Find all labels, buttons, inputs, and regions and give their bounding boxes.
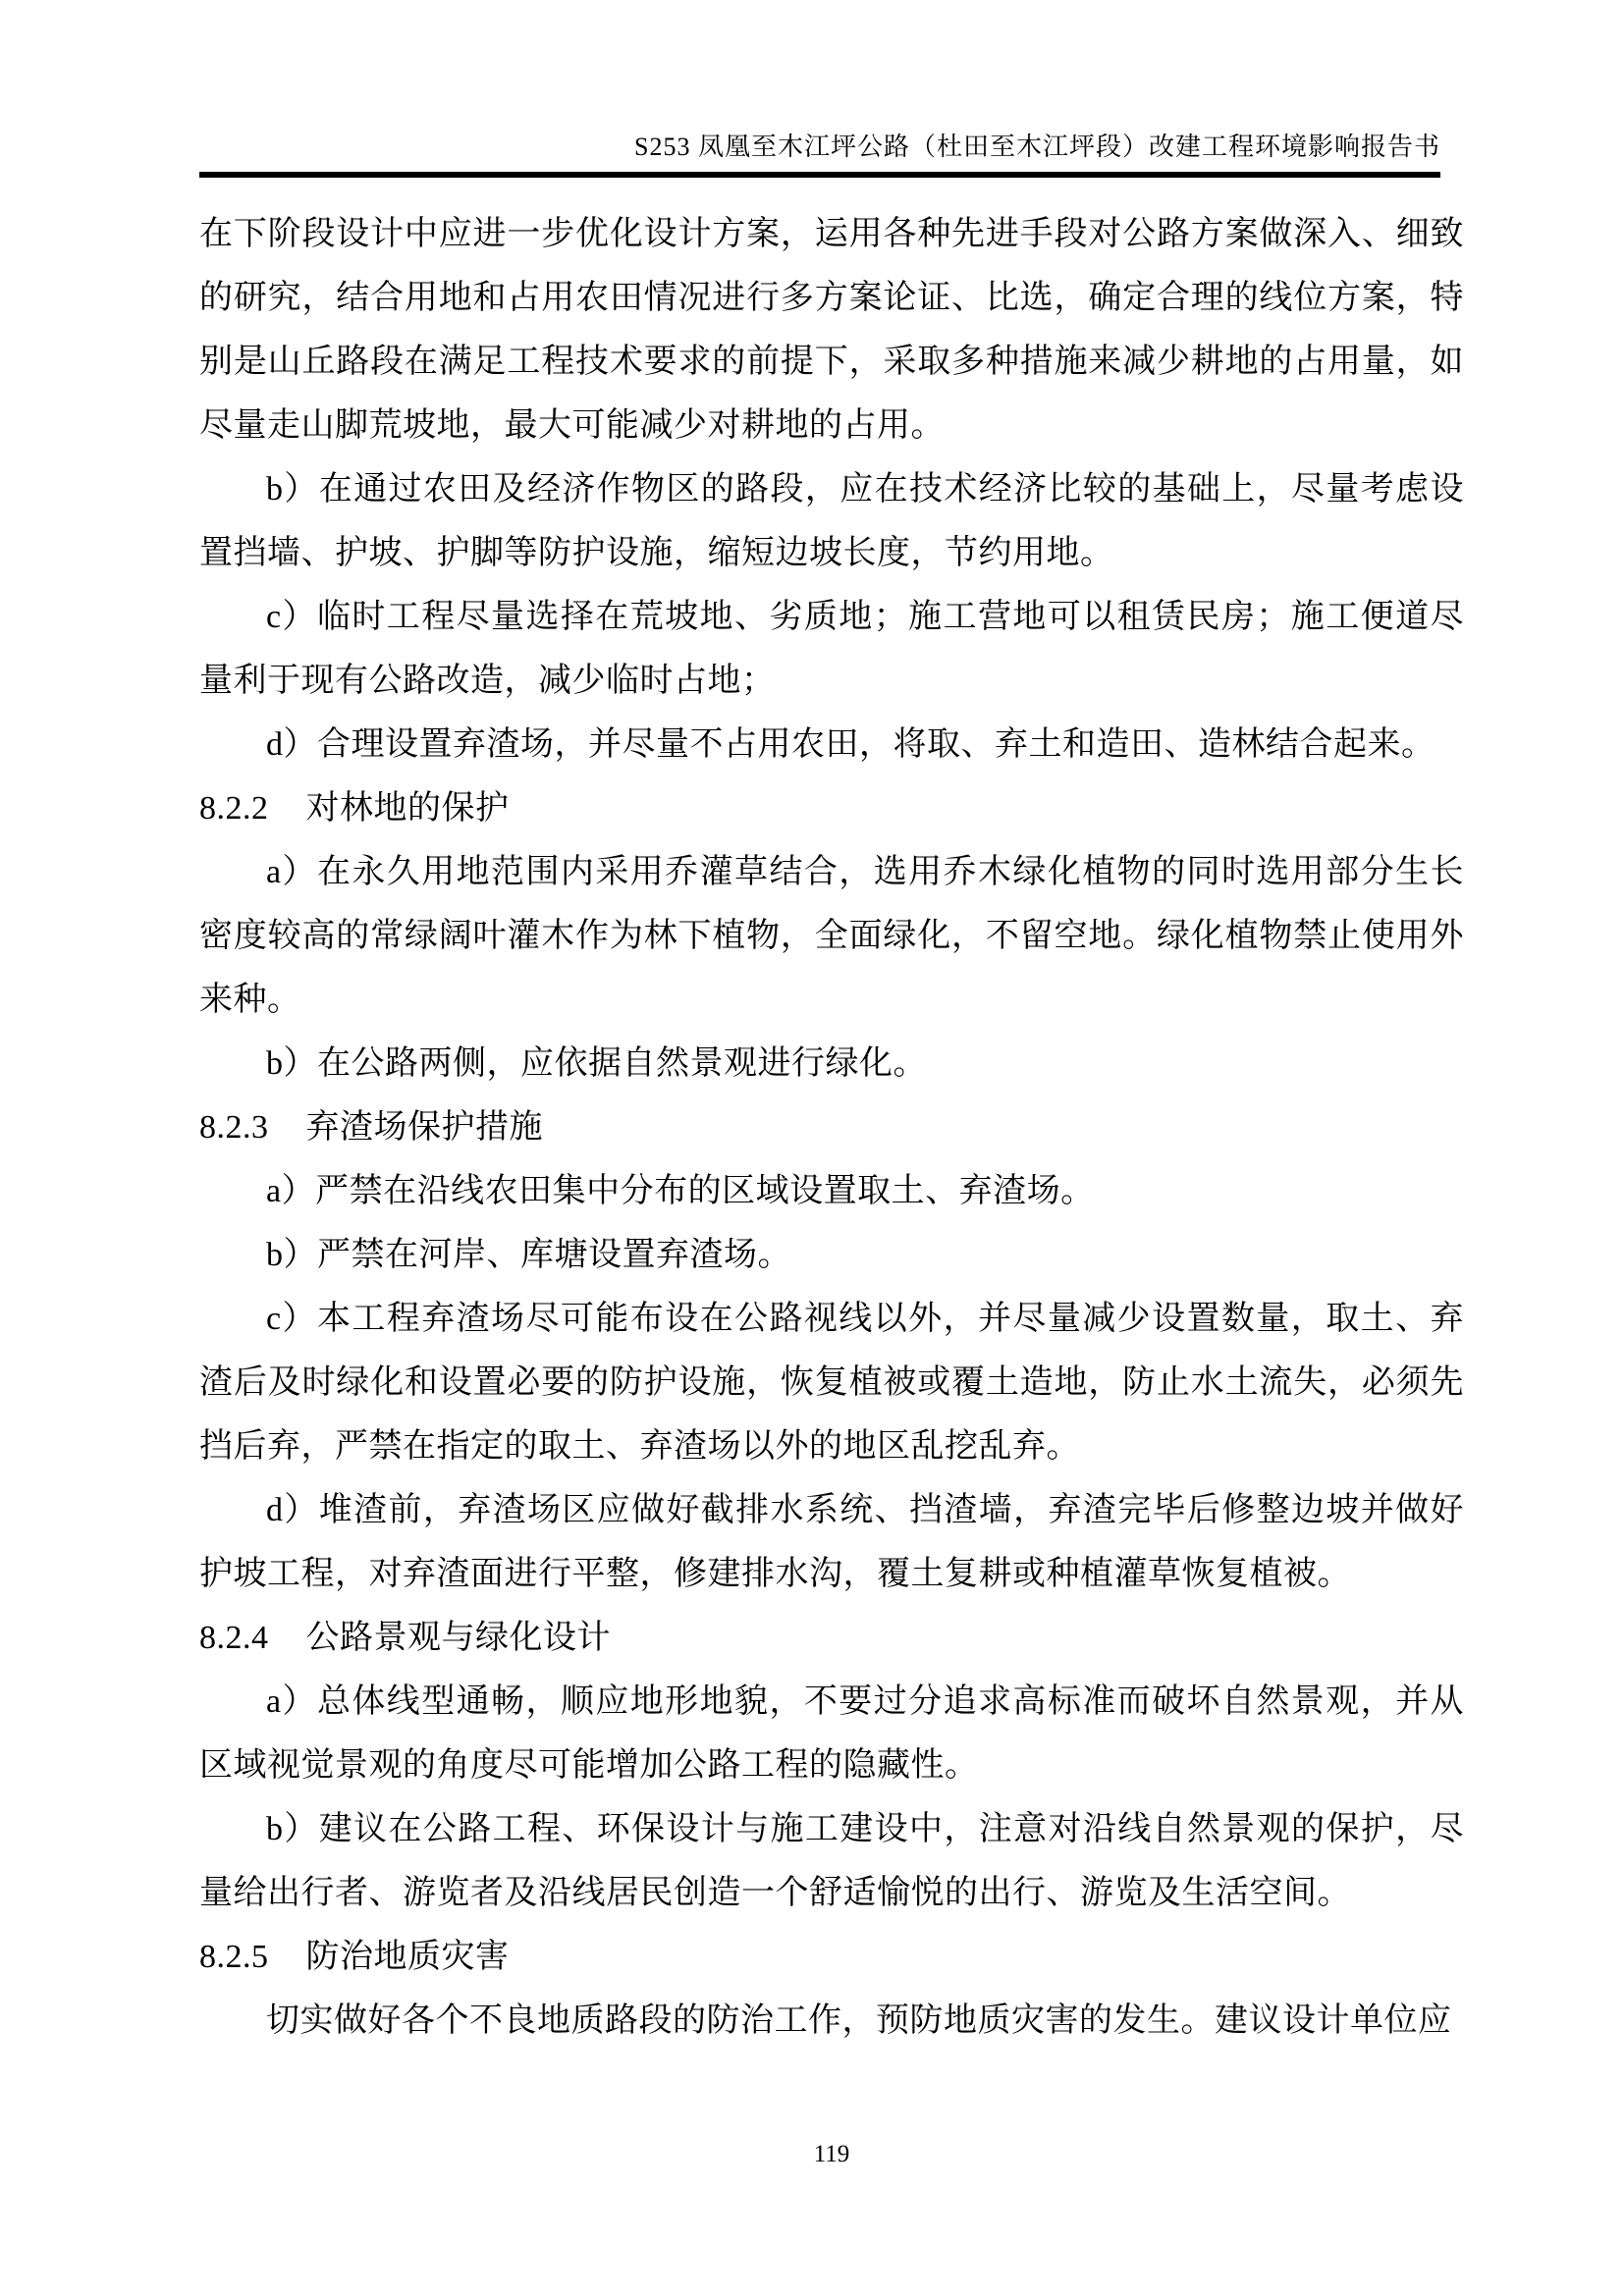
header-rule [199,172,1440,178]
paragraph: 在下阶段设计中应进一步优化设计方案，运用各种先进手段对公路方案做深入、细致的研究，结合用地和占用农田情况进行多方案论证、比选，确定合理的线位方案，特别是山丘路段在满足工程技术要求的前提下，采取多种措施来减少耕地的占用量，如尽量走山脚荒坡地，最大可能减少对耕地的占用。 [199,216,1464,444]
paragraph: d）合理设置弃渣场，并尽量不占用农田，将取、弃土和造田、造林结合起来。 [266,726,1435,763]
section-title: 对林地的保护 [305,790,510,827]
section-heading [199,1606,1464,1670]
section-number: 8.2.2 [199,790,269,827]
paragraph: c）临时工程尽量选择在荒坡地、劣质地；施工营地可以租赁民房；施工便道尽量利于现有公路改造，减少临时占地； [199,599,1464,699]
section-number: 8.2.4 [199,1620,269,1656]
section-title: 弃渣场保护措施 [305,1109,543,1146]
paragraph: c）本工程弃渣场尽可能布设在公路视线以外，并尽量减少设置数量，取土、弃渣后及时绿化和设置必要的防护设施，恢复植被或覆土造地，防止水土流失，必须先挡后弃，严禁在指定的取土、弃渣场以外的地区乱挖乱弃。 [199,1301,1464,1465]
paragraph: b）在公路两侧，应依据自然景观进行绿化。 [266,1045,927,1082]
section-number: 8.2.5 [199,1939,269,1975]
section-number: 8.2.3 [199,1109,269,1146]
paragraph: b）严禁在河岸、库塘设置弃渣场。 [266,1237,791,1273]
document-body [199,202,1464,2053]
paragraph: b）在通过农田及经济作物区的路段，应在技术经济比较的基础上，尽量考虑设置挡墙、护坡、护脚等防护设施，缩短边坡长度，节约用地。 [199,471,1464,571]
paragraph: 切实做好各个不良地质路段的防治工作，预防地质灾害的发生。建议设计单位应 [266,2002,1452,2039]
section-heading [199,776,1464,840]
paragraph: a）严禁在沿线农田集中分布的区域设置取土、弃渣场。 [266,1173,1095,1209]
section-title: 公路景观与绿化设计 [305,1620,611,1656]
section-title: 防治地质灾害 [305,1939,510,1975]
section-heading [199,1925,1464,1989]
section-heading [199,1095,1464,1159]
paragraph: d）堆渣前，弃渣场区应做好截排水系统、挡渣墙，弃渣完毕后修整边坡并做好护坡工程，对弃渣面进行平整，修建排水沟，覆土复耕或种植灌草恢复植被。 [199,1492,1464,1592]
paragraph: b）建议在公路工程、环保设计与施工建设中，注意对沿线自然景观的保护，尽量给出行者、游览者及沿线居民创造一个舒适愉悦的出行、游览及生活空间。 [199,1811,1464,1911]
paragraph: a）总体线型通畅，顺应地形地貌，不要过分追求高标准而破坏自然景观，并从区域视觉景观的角度尽可能增加公路工程的隐藏性。 [199,1683,1464,1784]
page-number: 119 [813,2141,850,2167]
running-header-title: S253 凤凰至木江坪公路（杜田至木江坪段）改建工程环境影响报告书 [634,133,1440,161]
paragraph: a）在永久用地范围内采用乔灌草结合，选用乔木绿化植物的同时选用部分生长密度较高的常绿阔叶灌木作为林下植物，全面绿化，不留空地。绿化植物禁止使用外来种。 [199,854,1464,1018]
